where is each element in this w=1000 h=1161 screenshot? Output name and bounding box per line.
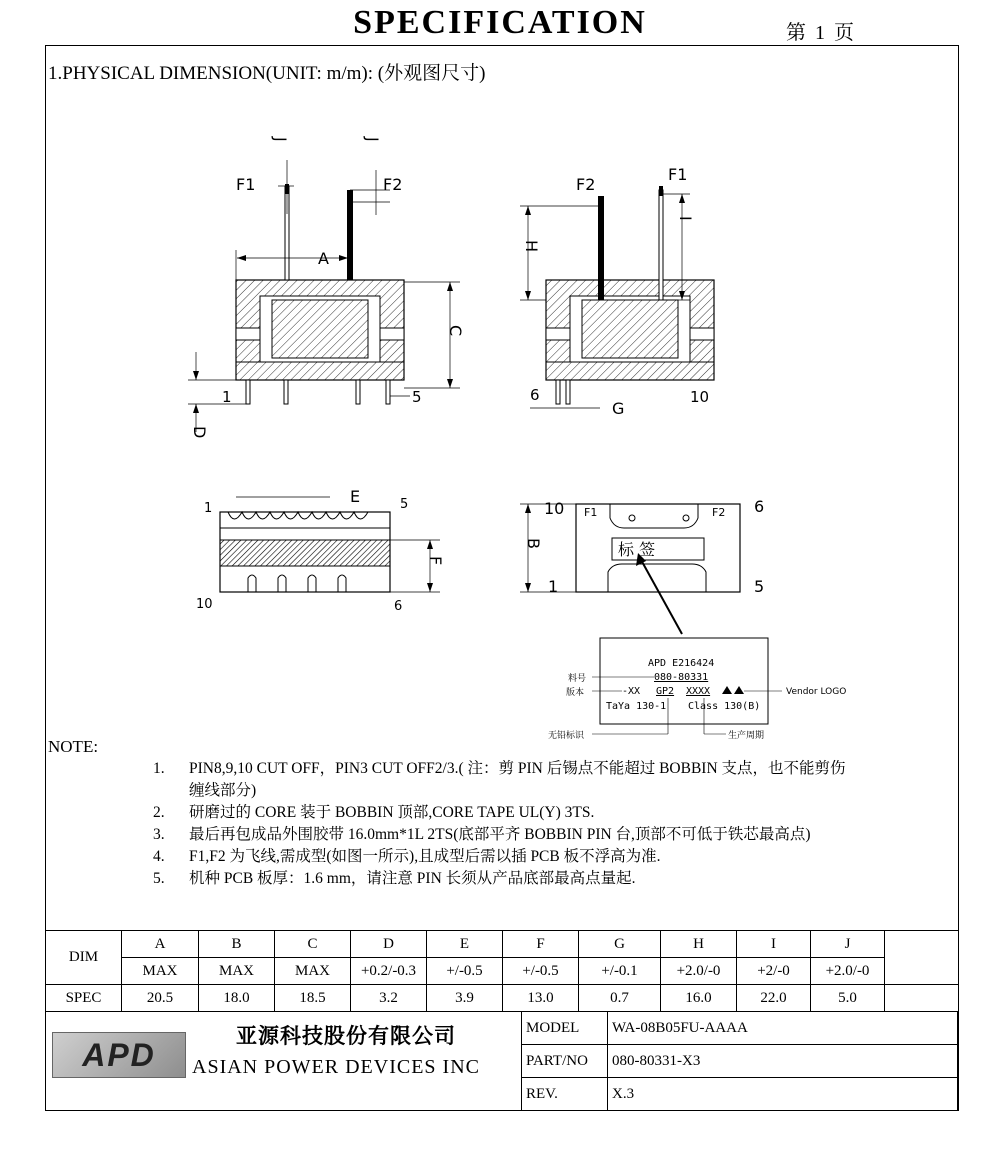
dimension-drawing [48, 120, 908, 745]
model-label: MODEL [522, 1012, 608, 1045]
label-line4-left: TaYa 130-1 [606, 701, 667, 712]
tol-j: +2.0/-0 [811, 958, 885, 985]
side-pin6-label: 6 [530, 386, 540, 404]
part-no-value: 080-80331-X3 [608, 1045, 958, 1078]
side-pin10-label: 10 [690, 388, 710, 406]
note-3-num: 3. [153, 826, 165, 843]
dim-col-g: G [579, 931, 661, 958]
val-c: 18.5 [275, 985, 351, 1012]
tol-a: MAX [122, 958, 199, 985]
section-title: 1.PHYSICAL DIMENSION(UNIT: m/m): (外观图尺寸) [48, 63, 486, 84]
val-i: 22.0 [737, 985, 811, 1012]
front-pin1-label: 1 [222, 388, 232, 406]
note-2-text: 研磨过的 CORE 装于 BOBBIN 顶部,CORE TAPE UL(Y) 3TS. [189, 804, 595, 821]
side-f2-label: F2 [576, 175, 596, 194]
empty-cell [885, 985, 959, 1012]
tol-i: +2/-0 [737, 958, 811, 985]
callout-part: 料号 [568, 674, 587, 684]
apd-logo [52, 1032, 186, 1078]
spec-label: SPEC [46, 985, 122, 1012]
top-f1-label: F1 [584, 506, 598, 519]
bottom-view [196, 487, 445, 614]
top-pin1-label: 1 [548, 577, 559, 596]
top-pin6-label: 6 [754, 497, 765, 516]
tol-h: +2.0/-0 [661, 958, 737, 985]
tol-c: MAX [275, 958, 351, 985]
callout-lead-free: 无铅标识 [548, 731, 585, 741]
bottom-pin1-label: 1 [204, 501, 213, 516]
dim-col-j: J [811, 931, 885, 958]
dim-col-f: F [503, 931, 579, 958]
tol-b: MAX [199, 958, 275, 985]
dim-col-e: E [427, 931, 503, 958]
top-view [520, 497, 764, 634]
label-detail [548, 638, 846, 741]
val-f: 13.0 [503, 985, 579, 1012]
callout-vendor-logo: Vendor LOGO [786, 687, 847, 697]
label-line1: APD E216424 [648, 658, 715, 669]
label-version: GP2 [656, 686, 675, 697]
side-view [520, 165, 714, 418]
dim-col-c: C [275, 931, 351, 958]
front-j-label-2: J [363, 137, 382, 142]
tol-e: +/-0.5 [427, 958, 503, 985]
callout-version: 版本 [566, 688, 585, 698]
front-j-label-1: J [271, 137, 290, 142]
company-name-cn: 亚源科技股份有限公司 [236, 1024, 456, 1048]
document-title: SPECIFICATION [353, 4, 647, 41]
bottom-f-label: F [426, 556, 445, 566]
val-h: 16.0 [661, 985, 737, 1012]
spec-table [45, 930, 959, 1012]
dim-col-h: H [661, 931, 737, 958]
label-prefix: -XX [622, 686, 641, 697]
bottom-e-label: E [350, 487, 361, 506]
note-1 [153, 758, 846, 802]
model-table [521, 1011, 958, 1111]
empty-cell [885, 931, 959, 985]
dim-label: DIM [46, 931, 122, 985]
dim-col-a: A [122, 931, 199, 958]
note-4 [153, 846, 661, 868]
tol-f: +/-0.5 [503, 958, 579, 985]
note-5-num: 5. [153, 870, 165, 887]
front-view [188, 136, 465, 438]
dim-col-i: I [737, 931, 811, 958]
page-number: 第 1 页 [786, 22, 856, 44]
label-date-code: XXXX [686, 686, 711, 697]
front-f2-label: F2 [383, 175, 403, 194]
side-f1-label: F1 [668, 165, 688, 184]
side-h-label: H [522, 240, 541, 253]
note-3 [153, 824, 811, 846]
note-4-text: F1,F2 为飞线,需成型(如图一所示),且成型后需以插 PCB 板不浮高为准. [189, 848, 661, 865]
bottom-pin5-label: 5 [400, 497, 409, 512]
val-d: 3.2 [351, 985, 427, 1012]
dim-col-d: D [351, 931, 427, 958]
note-4-num: 4. [153, 848, 165, 865]
front-c-label: C [446, 325, 465, 337]
dim-col-b: B [199, 931, 275, 958]
note-2-num: 2. [153, 804, 165, 821]
top-pin10-label: 10 [544, 499, 565, 518]
apd-logo-text: APD [82, 1037, 156, 1073]
val-e: 3.9 [427, 985, 503, 1012]
tol-g: +/-0.1 [579, 958, 661, 985]
top-f2-label: F2 [712, 506, 726, 519]
note-1-num: 1. [153, 760, 165, 777]
note-1-text2: 缠线部分) [189, 782, 257, 799]
model-value: WA-08B05FU-AAAA [608, 1012, 958, 1045]
front-a-label: A [318, 249, 329, 268]
top-label-tag: 标 签 [618, 540, 656, 559]
note-3-text: 最后再包成品外围胶带 16.0mm*1L 2TS(底部平齐 BOBBIN PIN 台,顶部不可低于铁芯最高点) [189, 826, 811, 843]
label-line4-right: Class 130(B) [688, 701, 761, 712]
val-j: 5.0 [811, 985, 885, 1012]
rev-value: X.3 [608, 1078, 958, 1111]
top-b-label: B [524, 538, 543, 549]
company-name-en: ASIAN POWER DEVICES INC [192, 1056, 480, 1078]
val-g: 0.7 [579, 985, 661, 1012]
tol-d: +0.2/-0.3 [351, 958, 427, 985]
val-b: 18.0 [199, 985, 275, 1012]
val-a: 20.5 [122, 985, 199, 1012]
label-part-no: 080-80331 [654, 672, 709, 683]
part-no-label: PART/NO [522, 1045, 608, 1078]
callout-date: 生产周期 [728, 731, 765, 741]
note-1-text: PIN8,9,10 CUT OFF，PIN3 CUT OFF2/3.( 注：剪 PIN 后锡点不能超过 BOBBIN 支点，也不能剪伤 [189, 760, 846, 777]
note-2 [153, 802, 594, 824]
note-5-text: 机种 PCB 板厚：1.6 mm，请注意 PIN 长须从产品底部最高点量起. [189, 870, 636, 887]
rev-label: REV. [522, 1078, 608, 1111]
bottom-pin6-label: 6 [394, 599, 403, 614]
side-g-label: G [612, 399, 625, 418]
front-pin5-label: 5 [412, 388, 422, 406]
top-pin5-label: 5 [754, 577, 765, 596]
bottom-pin10-label: 10 [196, 597, 213, 612]
note-title: NOTE: [48, 737, 99, 756]
note-5 [153, 868, 636, 890]
side-i-label: I [676, 216, 695, 221]
front-f1-label: F1 [236, 175, 256, 194]
front-d-label: D [190, 426, 209, 439]
